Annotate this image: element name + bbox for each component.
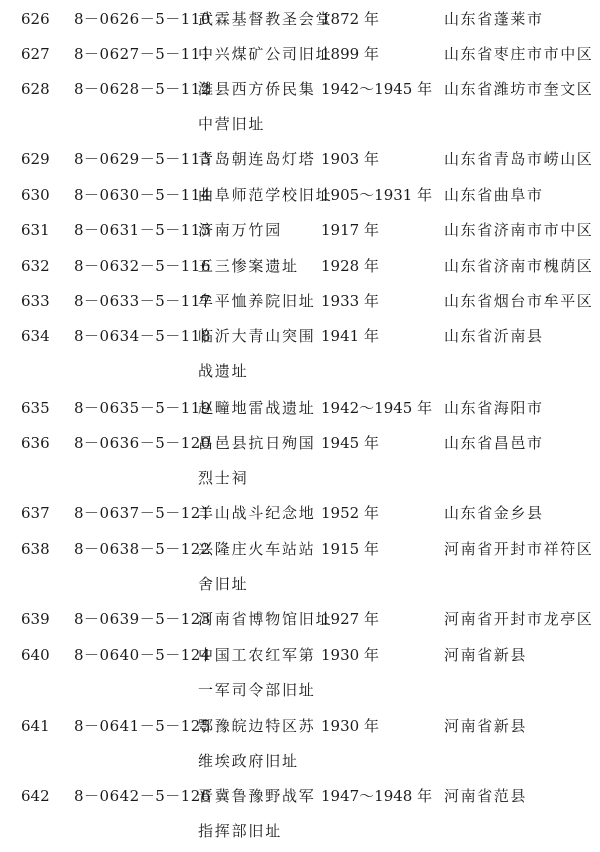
entry-number: 642 [21, 787, 50, 805]
site-name [198, 213, 282, 248]
entry-code: 8－0633－5－117 [74, 292, 211, 310]
site-name [198, 602, 332, 637]
entry-year: 1905～1931 年 [321, 186, 433, 204]
site-name [198, 178, 332, 213]
entry-location: 山东省潍坊市奎文区 [444, 80, 594, 98]
entry-number: 629 [21, 150, 50, 168]
entry-code: 8－0629－5－113 [74, 150, 211, 168]
entry-number: 637 [21, 504, 50, 522]
entry-location: 山东省济南市市中区 [444, 221, 594, 239]
entry-year: 1899 年 [321, 45, 379, 63]
site-name [198, 249, 299, 284]
entry-year: 1942～1945 年 [321, 399, 433, 417]
entry-number: 630 [21, 186, 50, 204]
entry-code: 8－0641－5－125 [74, 717, 211, 735]
site-name-line: 牟平恤养院旧址 [198, 292, 316, 310]
entry-location: 山东省青岛市崂山区 [444, 150, 594, 168]
entry-code: 8－0636－5－120 [74, 434, 211, 452]
entry-location: 山东省曲阜市 [444, 186, 544, 204]
site-name [198, 72, 316, 142]
site-name-line: 赵疃地雷战遗址 [198, 399, 316, 417]
entry-location: 河南省范县 [444, 787, 528, 805]
entry-code: 8－0632－5－116 [74, 257, 211, 275]
entry-year: 1952 年 [321, 504, 379, 522]
site-name-line: 舍旧址 [198, 575, 249, 593]
site-name-line: 战遗址 [198, 362, 249, 380]
site-name-line: 烈士祠 [198, 469, 249, 487]
entry-location: 河南省开封市龙亭区 [444, 610, 594, 628]
entry-code: 8－0639－5－123 [74, 610, 211, 628]
entry-code: 8－0630－5－114 [74, 186, 211, 204]
entry-year: 1917 年 [321, 221, 379, 239]
site-name [198, 426, 316, 496]
entry-location: 山东省烟台市牟平区 [444, 292, 594, 310]
site-name-line: 潍县西方侨民集 [198, 80, 316, 98]
entry-year: 1927 年 [321, 610, 379, 628]
entry-number: 638 [21, 540, 50, 558]
entry-code: 8－0626－5－110 [74, 10, 211, 28]
entry-year: 1941 年 [321, 327, 379, 345]
site-name [198, 391, 316, 426]
entry-number: 627 [21, 45, 50, 63]
site-name-line: 曲阜师范学校旧址 [198, 186, 333, 204]
entry-location: 山东省蓬莱市 [444, 10, 544, 28]
site-name-line: 济南万竹园 [198, 221, 283, 239]
site-name-line: 鄂豫皖边特区苏 [198, 717, 316, 735]
entry-number: 635 [21, 399, 50, 417]
entry-location: 河南省新县 [444, 717, 528, 735]
entry-code: 8－0627－5－111 [74, 45, 211, 63]
site-name [198, 142, 316, 177]
entry-number: 639 [21, 610, 50, 628]
entry-number: 634 [21, 327, 50, 345]
entry-location: 山东省金乡县 [444, 504, 544, 522]
entry-location: 山东省枣庄市市中区 [444, 45, 594, 63]
entry-year: 1903 年 [321, 150, 379, 168]
entry-code: 8－0628－5－112 [74, 80, 211, 98]
entry-year: 1930 年 [321, 717, 379, 735]
entry-code: 8－0634－5－118 [74, 327, 211, 345]
entry-location: 河南省开封市祥符区 [444, 540, 594, 558]
site-name-line: 指挥部旧址 [198, 822, 283, 840]
site-name-line: 羊山战斗纪念地 [198, 504, 316, 522]
entry-location: 山东省沂南县 [444, 327, 544, 345]
site-name-line: 一军司令部旧址 [198, 681, 316, 699]
site-name-line: 兴隆庄火车站站 [198, 540, 316, 558]
site-name-line: 维埃政府旧址 [198, 752, 299, 770]
entry-year: 1947～1948 年 [321, 787, 433, 805]
site-name-line: 临沂大青山突围 [198, 327, 316, 345]
entry-number: 641 [21, 717, 50, 735]
entry-code: 8－0635－5－119 [74, 399, 211, 417]
entry-code: 8－0637－5－121 [74, 504, 211, 522]
entry-location: 山东省济南市槐荫区 [444, 257, 594, 275]
entry-year: 1933 年 [321, 292, 379, 310]
site-name [198, 37, 332, 72]
site-name [198, 779, 316, 849]
entry-code: 8－0642－5－126 [74, 787, 211, 805]
site-name-line: 青岛朝连岛灯塔 [198, 150, 316, 168]
site-name-line: 中兴煤矿公司旧址 [198, 45, 333, 63]
site-name-line: 昌邑县抗日殉国 [198, 434, 316, 452]
site-name-line: 武霖基督教圣会堂 [198, 10, 333, 28]
site-name [198, 638, 316, 708]
entry-number: 626 [21, 10, 50, 28]
entry-year: 1942～1945 年 [321, 80, 433, 98]
site-name [198, 532, 316, 602]
entry-year: 1928 年 [321, 257, 379, 275]
entry-number: 633 [21, 292, 50, 310]
site-name [198, 709, 316, 779]
entry-number: 640 [21, 646, 50, 664]
site-name [198, 319, 316, 389]
entry-year: 1872 年 [321, 10, 379, 28]
entry-code: 8－0640－5－124 [74, 646, 211, 664]
entry-year: 1915 年 [321, 540, 379, 558]
entry-code: 8－0638－5－122 [74, 540, 211, 558]
entry-number: 636 [21, 434, 50, 452]
site-name-line: 河南省博物馆旧址 [198, 610, 333, 628]
site-name-line: 五三惨案遗址 [198, 257, 299, 275]
site-name-line: 中国工农红军第 [198, 646, 316, 664]
entry-location: 河南省新县 [444, 646, 528, 664]
entry-code: 8－0631－5－115 [74, 221, 211, 239]
entry-year: 1930 年 [321, 646, 379, 664]
entry-number: 632 [21, 257, 50, 275]
entry-location: 山东省海阳市 [444, 399, 544, 417]
entry-number: 628 [21, 80, 50, 98]
site-name [198, 496, 316, 531]
entry-location: 山东省昌邑市 [444, 434, 544, 452]
entry-number: 631 [21, 221, 50, 239]
site-name-line: 中营旧址 [198, 115, 266, 133]
site-name-line: 晋冀鲁豫野战军 [198, 787, 316, 805]
entry-year: 1945 年 [321, 434, 379, 452]
site-name [198, 284, 316, 319]
site-name [198, 2, 332, 37]
